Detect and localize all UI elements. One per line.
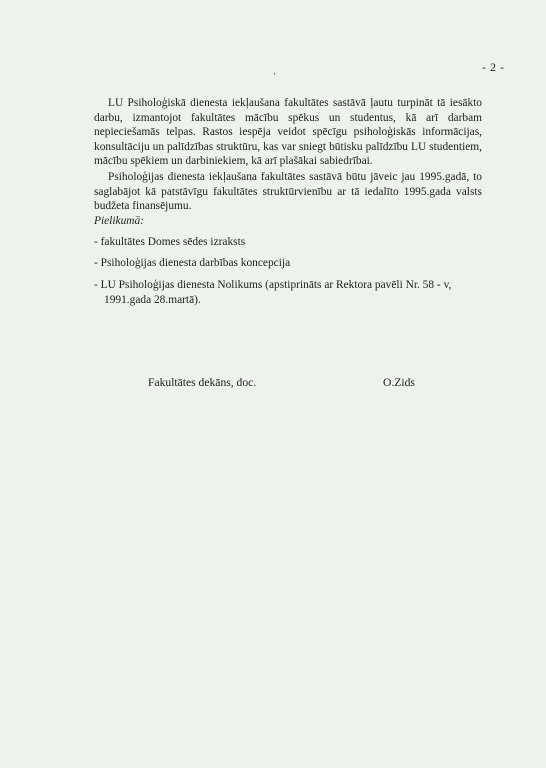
annex-item-concept — [94, 256, 484, 271]
annex-item-continuation: 1991.gada 28.martā). — [104, 293, 201, 306]
paragraph-1: LU Psiholoģiskā dienesta iekļaušana fakultātes sastāvā ļautu turpināt tā iesākto darbu, izmantojot fakultātes mācību spēkus un studentus, kā arī darbam nepieciešamās telpas. Rastos iespēja veidot spēcīgu psiholoģiskās informācijas, konsultāciju un palīdzības struktūru, kas var sniegt būtisku palīdzību LU studentiem, mācību spēkiem un darbiniekiem, kā arī plašākai sabiedrībai. — [94, 97, 482, 167]
annex-item-label: - LU Psiholoģijas dienesta Nolikums (apstiprināts ar Rektora pavēli Nr. 58 - v, — [94, 279, 452, 291]
annex-title: Pielikumā: — [94, 215, 144, 227]
paragraph-2: Psiholoģijas dienesta iekļaušana fakultātes sastāvā būtu jāveic jau 1995.gadā, to saglabājot kā patstāvīgu fakultātes struktūrvienību ar tā iedalīto 1995.gada valsts budžeta finansējumu. — [94, 171, 482, 212]
annex-item-label: - Psiholoģijas dienesta darbības koncepcija — [94, 257, 291, 269]
signature-role: Fakultātes dekāns, doc. — [148, 376, 257, 389]
signature-name: O.Zids — [383, 376, 415, 389]
page-number: - 2 - — [482, 60, 505, 74]
annex-item-minutes — [94, 235, 484, 250]
annex-item-regulations — [94, 278, 484, 307]
annex-item-label: - fakultātes Domes sēdes izraksts — [94, 236, 246, 248]
scan-speck — [274, 73, 275, 75]
